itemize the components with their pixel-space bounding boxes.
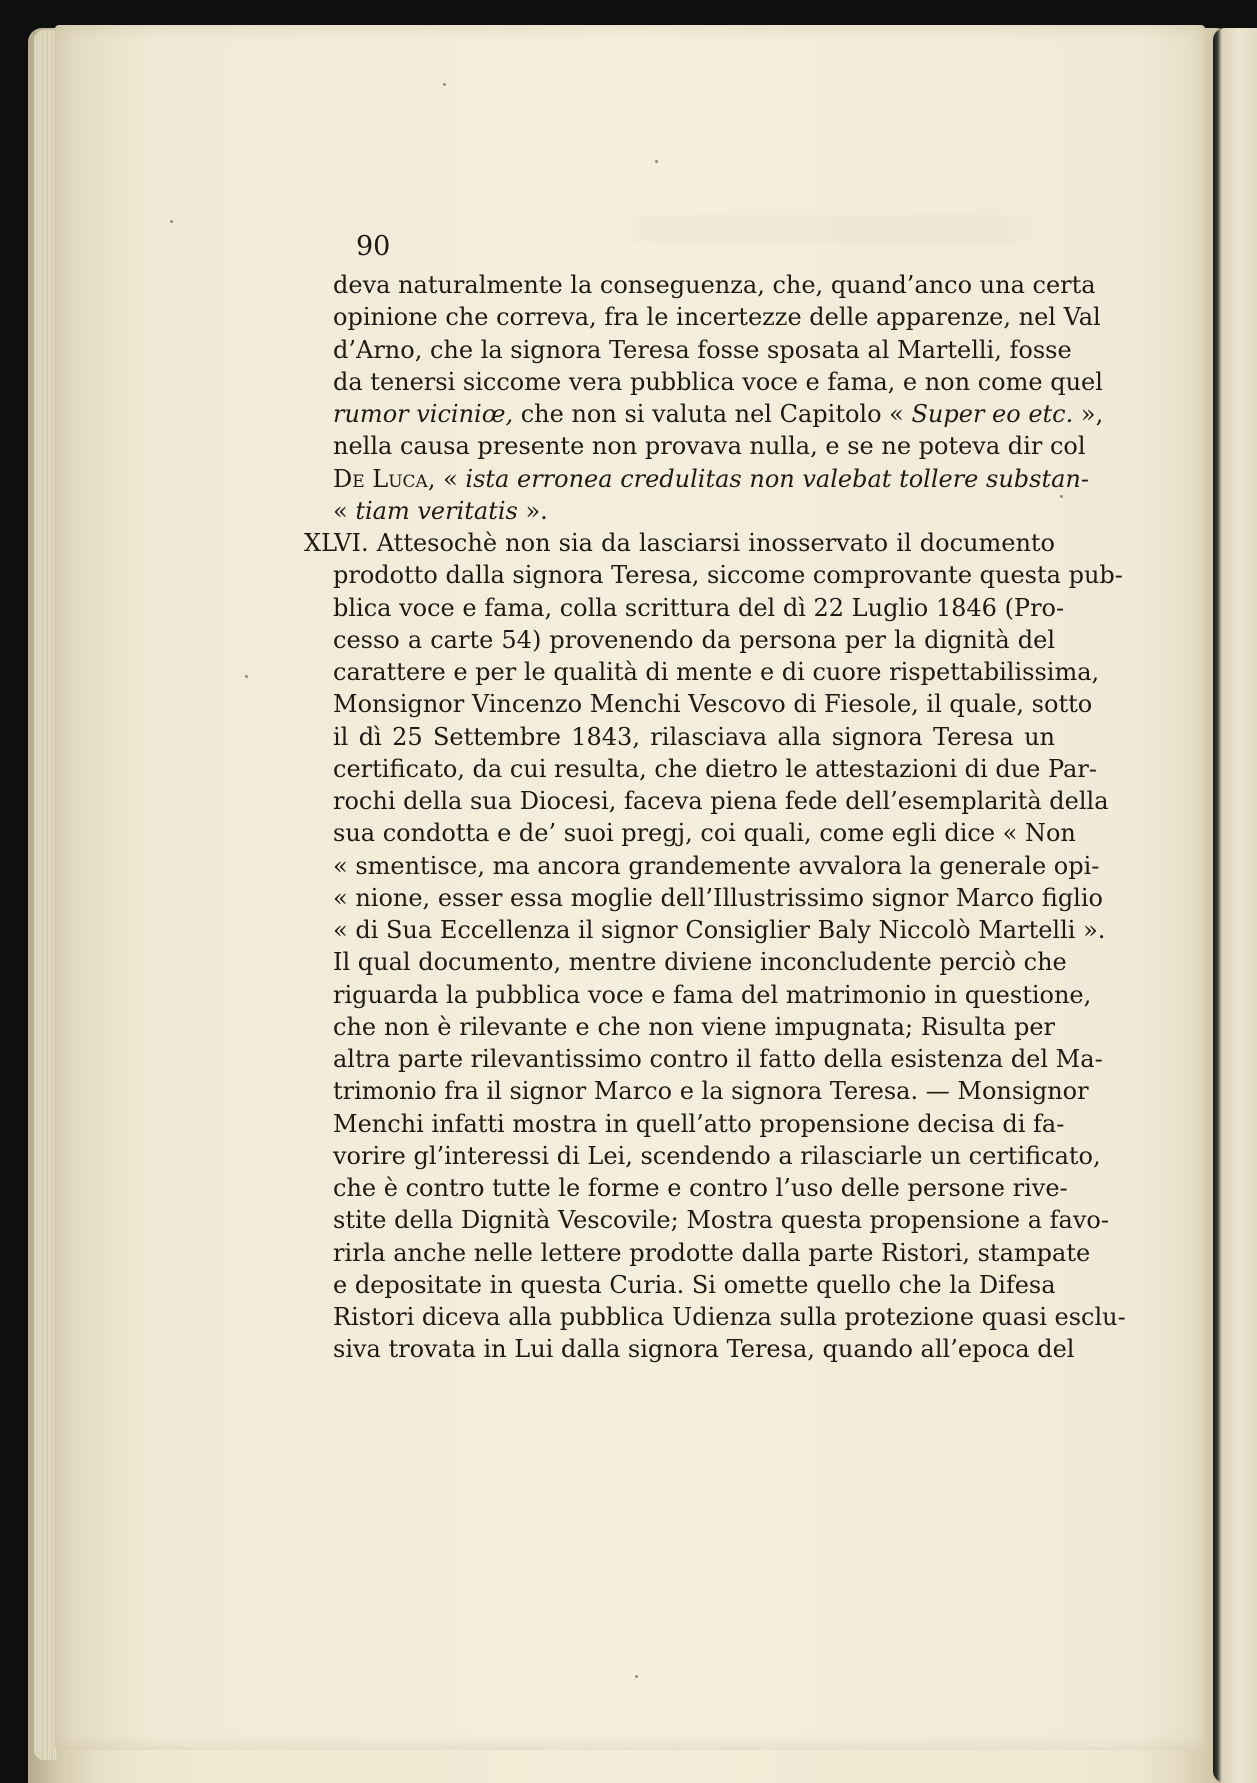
text-line — [333, 367, 1103, 396]
text-line — [333, 432, 1086, 461]
text-segment: che non è rilevante e che non viene impugnata; Risulta per — [333, 1012, 1055, 1041]
text-segment: rirla anche nelle lettere prodotte dalla parte Ristori, stampate — [333, 1238, 1091, 1267]
text-segment: d’Arno, che la signora Teresa fosse sposata al Martelli, fosse — [333, 335, 1072, 364]
text-segment: blica voce e fama, colla scrittura del dì 22 Luglio 1846 (Pro- — [333, 593, 1065, 622]
text-line — [333, 561, 1123, 590]
text-line — [333, 883, 1103, 912]
text-segment: prodotto dalla signora Teresa, siccome comprovante questa pub- — [333, 561, 1123, 590]
text-line — [333, 787, 1109, 815]
text-segment: , « — [427, 464, 466, 493]
text-line — [333, 1045, 1103, 1073]
text-segment: certificato, da cui resulta, che dietro le attestazioni di due Par- — [333, 754, 1097, 783]
text-segment: nella causa presente non provava nulla, e se ne poteva dir col — [333, 432, 1086, 461]
text-line — [333, 1335, 1075, 1364]
text-line — [333, 1238, 1091, 1267]
text-line — [333, 754, 1097, 783]
text-segment: XLVI. Attesochè non sia da lasciarsi inosservato il documento — [304, 529, 1055, 557]
text-segment: riguarda la pubblica voce e fama del matrimonio in questione, — [333, 980, 1092, 1009]
text-line — [333, 593, 1065, 622]
text-line — [333, 400, 1104, 428]
text-segment: Super eo etc. — [911, 400, 1074, 428]
text-segment: da tenersi siccome vera pubblica voce e fama, e non come quel — [333, 367, 1103, 396]
text-line — [333, 690, 1093, 719]
text-line — [333, 496, 1055, 525]
text-segment: Menchi infatti mostra in quell’atto propensione decisa di fa- — [333, 1109, 1065, 1138]
text-segment: rochi della sua Diocesi, faceva piena fede dell’esemplarità della — [333, 787, 1109, 815]
text-line — [333, 916, 1106, 944]
text-line — [333, 1303, 1126, 1331]
text-line — [333, 271, 1096, 299]
text-segment: « smentisce, ma ancora grandemente avvalora la generale opi- — [333, 851, 1100, 880]
text-line — [333, 335, 1072, 364]
text-segment: vorire gl’interessi di Lei, scendendo a rilasciarle un certificato, — [333, 1141, 1101, 1170]
text-segment: deva naturalmente la conseguenza, che, quand’anco una certa — [333, 271, 1096, 299]
text-line — [333, 1012, 1055, 1041]
text-segment: il dì 25 Settembre 1843, rilasciava alla signora Teresa un — [333, 722, 1055, 751]
text-segment: cesso a carte 54) provenendo da persona per la dignità del — [333, 625, 1055, 654]
text-segment: trimonio fra il signor Marco e la signora Teresa. — Monsignor — [333, 1077, 1089, 1106]
text-line — [333, 980, 1092, 1009]
text-line — [333, 464, 1089, 493]
text-segment: carattere e per le qualità di mente e di cuore rispettabilissima, — [333, 658, 1100, 686]
text-line — [333, 658, 1100, 686]
text-line — [333, 1270, 1056, 1299]
text-segment: Il qual documento, mentre diviene inconcludente perciò che — [333, 948, 1067, 977]
text-line — [333, 1109, 1065, 1138]
text-segment: », — [1073, 400, 1104, 428]
text-line — [333, 625, 1055, 654]
text-segment: siva trovata in Lui dalla signora Teresa, quando all’epoca del — [333, 1335, 1075, 1364]
text-segment: altra parte rilevantissimo contro il fatto della esistenza del Ma- — [333, 1045, 1103, 1073]
text-line — [304, 531, 1055, 555]
text-segment: e depositate in questa Curia. Si omette quello che la Difesa — [333, 1270, 1056, 1299]
text-line — [333, 948, 1067, 977]
text-line — [333, 722, 1055, 751]
text-segment: che non si valuta nel Capitolo « — [513, 400, 912, 428]
text-segment: che è contro tutte le forme e contro l’uso delle persone rive- — [333, 1174, 1068, 1202]
text-line — [333, 1077, 1089, 1106]
page-number: 90 — [356, 231, 391, 262]
text-segment: opinione che correva, fra le incertezze delle apparenze, nel Val — [333, 303, 1101, 332]
text-segment: sua condotta e de’ suoi pregj, coi quali, come egli dice « Non — [333, 819, 1076, 848]
text-segment: Monsignor Vincenzo Menchi Vescovo di Fiesole, il quale, sotto — [333, 690, 1093, 719]
text-segment: stite della Dignità Vescovile; Mostra questa propensione a favo- — [333, 1206, 1109, 1235]
text-line — [333, 303, 1101, 332]
text-segment: De Luca — [333, 464, 428, 493]
text-segment: Ristori diceva alla pubblica Udienza sulla protezione quasi esclu- — [333, 1303, 1126, 1331]
text-segment: « di Sua Eccellenza il signor Consiglier Baly Niccolò Martelli ». — [333, 916, 1106, 944]
text-line — [333, 819, 1076, 848]
text-line — [333, 851, 1100, 880]
text-line — [333, 1206, 1109, 1235]
text-segment: « — [333, 496, 356, 525]
text-segment: tiam veritatis — [355, 496, 518, 525]
text-line — [333, 1174, 1068, 1202]
text-segment: ista erronea credulitas non valebat tollere substan- — [465, 464, 1089, 493]
text-segment: rumor viciniœ, — [333, 400, 514, 428]
text-segment: « nione, esser essa moglie dell’Illustrissimo signor Marco figlio — [333, 883, 1103, 912]
text-line — [333, 1141, 1101, 1170]
text-segment: ». — [517, 496, 548, 525]
